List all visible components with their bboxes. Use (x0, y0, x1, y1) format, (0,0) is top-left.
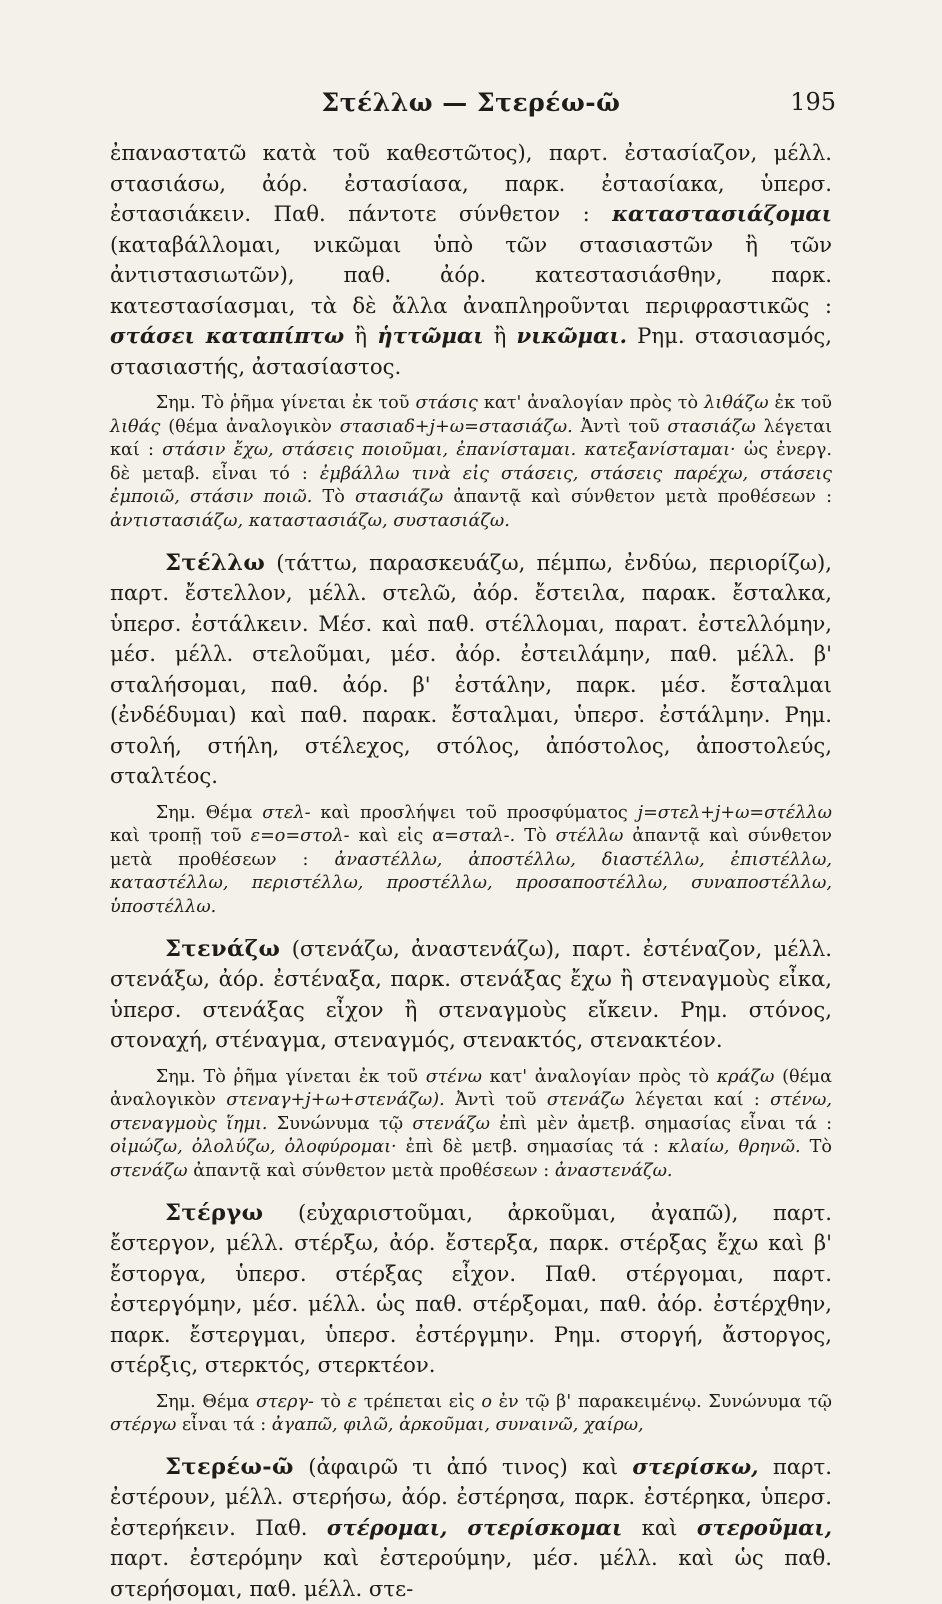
entry-stergo: Στέργω (εὐχαριστοῦμαι, ἀρκοῦμαι, ἀγαπῶ), παρτ. ἔστεργον, μέλλ. στέρξω, ἀόρ. ἔστερξα, παρκ. στέρξας ἔχω καὶ β' ἔστοργα, ὑπερσ. στέρξας εἶχον. Παθ. στέργομαι, παρτ. ἐστεργόμην, μέσ. μέλλ. ὡς παθ. στέρξομαι, παθ. ἀόρ. ἐστέρχθην, παρκ. ἔστεργμαι, ὑπερσ. ἐστέργμην. Ρημ. στοργή, ἄστοργος, στέρξις, στερκτός, στερκτέον. (110, 1199, 832, 1377)
note-stenazo: Σημ. Τὸ ῥῆμα γίνεται ἐκ τοῦ στένω κατ' ἀναλογίαν πρὸς τὸ κράζω (θέμα ἀναλογικὸν στεναγ+j+ω+στενάζω). Ἀντὶ τοῦ στενάζω λέγεται καί : στένω, στεναγμοὺς ἵημι. Συνώνυμα τῷ στενάζω ἐπὶ μὲν ἀμετβ. σημασίας εἶναι τά : οἰμώζω, ὀλολύζω, ὀλοφύρομαι· ἐπὶ δὲ μετβ. σημασίας τά : κλαίω, θρηνῶ. Τὸ στενάζω ἀπαντᾷ καὶ σύνθετον μετὰ προθέσεων : ἀναστενάζω. (110, 1066, 832, 1181)
lemma-stenazo: Στενάζω (165, 935, 281, 962)
page-number: 195 (790, 88, 836, 116)
entry-stereo: Στερέω-ῶ (ἀφαιρῶ τι ἀπό τινος) καὶ στερίσκω, παρτ. ἐστέρουν, μέλλ. στερήσω, ἀόρ. ἐστέρησα, παρκ. ἐστέρηκα, ὑπερσ. ἐστερήκειν. Παθ. στέρομαι, στερίσκομαι καὶ στεροῦμαι, παρτ. ἐστερόμην καὶ ἐστερούμην, μέσ. μέλλ. καὶ ὡς παθ. στερήσομαι, παθ. μέλλ. στε- (110, 1453, 832, 1601)
note-stasiazo: Σημ. Τὸ ῥῆμα γίνεται ἐκ τοῦ στάσις κατ' ἀναλογίαν πρὸς τὸ λιθάζω ἐκ τοῦ λιθάς (θέμα ἀναλογικὸν στασιαδ+j+ω=στασιάζω. Ἀντὶ τοῦ στασιάζω λέγεται καί : στάσιν ἔχω, στάσεις ποιοῦμαι, ἐπανίσταμαι. κατεξανίσταμαι· ὡς ἐνεργ. δὲ μεταβ. εἶναι τό : ἐμβάλλω τινὰ εἰς στάσεις, στάσεις παρέχω, στάσεις ἐμποιῶ, στάσιν ποιῶ. Τὸ στασιάζω ἀπαντᾷ καὶ σύνθετον μετὰ προθέσεων : ἀντιστασιάζω, καταστασιάζω, συστασιάζω. (110, 393, 832, 531)
note-stergo: Σημ. Θέμα στεργ- τὸ ε τρέπεται εἰς ο ἐν τῷ β' παρακειμένῳ. Συνώνυμα τῷ στέργω εἶναι τά : ἀγαπῶ, φιλῶ, ἀρκοῦμαι, συναινῶ, χαίρω, (110, 1391, 833, 1436)
page-body (110, 138, 832, 1604)
lemma-stello: Στέλλω (165, 549, 266, 576)
lemma-stergo: Στέργω (165, 1199, 264, 1226)
running-head: Στέλλω — Στερέω-ῶ (321, 88, 621, 117)
entry-stello: Στέλλω (τάττω, παρασκευάζω, πέμπω, ἐνδύω, περιορίζω), παρτ. ἔστελλον, μέλλ. στελῶ, ἀόρ. ἔστειλα, παρακ. ἔσταλκα, ὑπερσ. ἐστάλκειν. Μέσ. καὶ παθ. στέλλομαι, παρατ. ἐστελλόμην, μέσ. μέλλ. στελοῦμαι, μέσ. ἀόρ. ἐστειλάμην, παθ. μέλλ. β' σταλήσομαι, παθ. ἀόρ. β' ἐστάλην, παρκ. μέσ. ἔσταλμαι (ἐνδέδυμαι) καὶ παθ. παρακ. ἔσταλμαι, ὑπερσ. ἐστάλμην. Ρημ. στολή, στήλη, στέλεχος, στόλος, ἀπόστολος, ἀποστολεύς, σταλτέος. (110, 549, 832, 789)
lemma-stereo: Στερέω-ῶ (165, 1453, 294, 1480)
entry-stenazo: Στενάζω (στενάζω, ἀναστενάζω), παρτ. ἐστέναζον, μέλλ. στενάξω, ἀόρ. ἐστέναξα, παρκ. στενάξας ἔχω ἢ στεναγμοὺς εἶκα, ὑπερσ. στενάξας εἶχον ἢ στεναγμοὺς εἴκειν. Ρημ. στόνος, στοναχή, στέναγμα, στεναγμός, στενακτός, στενακτέον. (110, 935, 832, 1053)
note-stello: Σημ. Θέμα στελ- καὶ προσλήψει τοῦ προσφύματος j=στελ+j+ω=στέλλω καὶ τροπῇ τοῦ ε=ο=στολ- καὶ εἰς α=σταλ-. Τὸ στέλλω ἀπαντᾷ καὶ σύνθετον μετὰ προθέσεων : ἀναστέλλω, ἀποστέλλω, διαστέλλω, ἐπιστέλλω, καταστέλλω, περιστέλλω, προστέλλω, προσαποστέλλω, συναποστέλλω, ὑποστέλλω. (110, 802, 832, 917)
entry-continuation-stasiazo: ἐπαναστατῶ κατὰ τοῦ καθεστῶτος), παρτ. ἐστασίαζον, μέλλ. στασιάσω, ἀόρ. ἐστασίασα, παρκ. ἐστασίακα, ὑπερσ. ἐστασιάκειν. Παθ. πάντοτε σύνθετον : καταστασιάζομαι (καταβάλλομαι, νικῶμαι ὑπὸ τῶν στασιαστῶν ἢ τῶν ἀντιστασιωτῶν), παθ. ἀόρ. κατεστασιάσθην, παρκ. κατεστασίασμαι, τὰ δὲ ἄλλα ἀναπληροῦνται περιφραστικῶς : στάσει καταπίπτω ἢ ἡττῶμαι ἢ νικῶμαι. Ρημ. στασιασμός, στασιαστής, ἀστασίαστος. (110, 140, 832, 379)
page-header (110, 88, 836, 128)
